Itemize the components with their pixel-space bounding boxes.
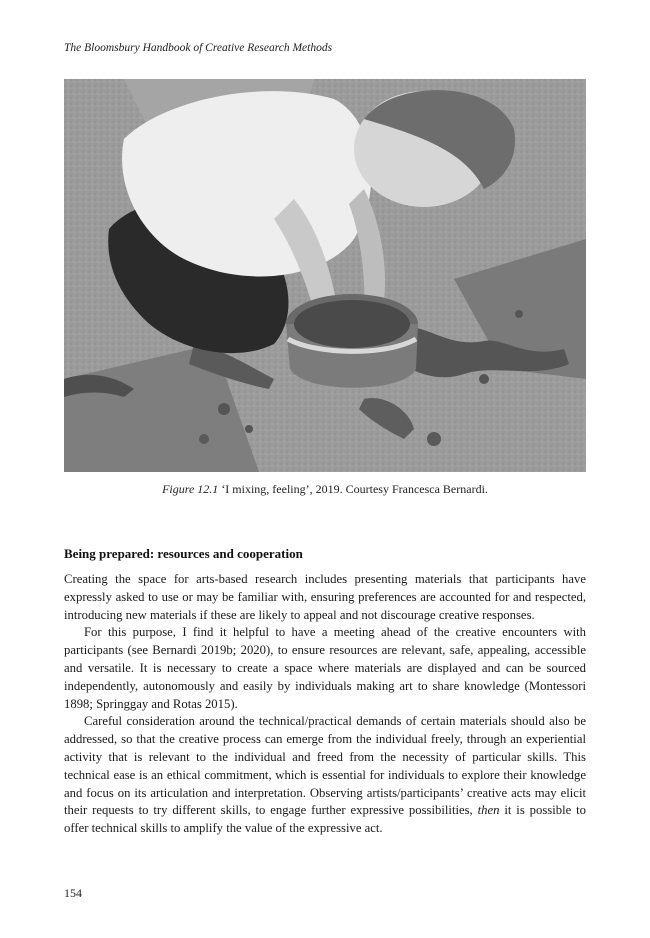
figure-label: Figure 12.1: [162, 482, 219, 496]
body-text: [64, 571, 586, 838]
paragraph-3-part-2: it is possible to offer technical skills to amplify the value of the expressive act.: [64, 803, 587, 836]
page-number: 154: [64, 886, 82, 900]
figure-caption-text: ‘I mixing, feeling’, 2019. Courtesy Francesca Bernardi.: [221, 482, 488, 496]
running-head: The Bloomsbury Handbook of Creative Research Methods: [64, 42, 333, 54]
paragraph-3-part-1: Careful consideration around the technical/practical demands of certain materials should also be addressed, so that the creative process can emerge from the individual freely, through an experiential activity that is relevant to the individual and freed from the necessity of particular skills. This technical ease is an ethical commitment, which is essential for individuals to explore their knowledge and focus on its articulation and interpretation. Observing artists/participants’ creative acts may elicit their requests to try different skills, to engage further expressive possibilities,: [64, 714, 586, 818]
photo-child-mixing-paint: [64, 79, 586, 472]
section-heading: Being prepared: resources and cooperation: [64, 546, 303, 561]
figure-caption: [64, 482, 586, 497]
paragraph-3: [64, 713, 586, 838]
paragraph-2: For this purpose, I find it helpful to have a meeting ahead of the creative encounters with participants (see Bernardi 2019b; 2020), to ensure resources are relevant, safe, appealing, accessible and versatile. It is necessary to create a space where materials are displayed and can be sourced independently, autonomously and easily by individuals making art to share knowledge (Montessori 1898; Springgay and Rotas 2015).: [64, 625, 586, 711]
paragraph-3-emphasis: then: [477, 803, 500, 818]
paragraph-1: Creating the space for arts-based research includes presenting materials that participants have expressly asked to use or may be familiar with, ensuring preferences are accounted for and respected, introducing new materials if these are likely to appeal and not discourage creative responses.: [64, 572, 586, 622]
figure-photo: [64, 79, 586, 472]
